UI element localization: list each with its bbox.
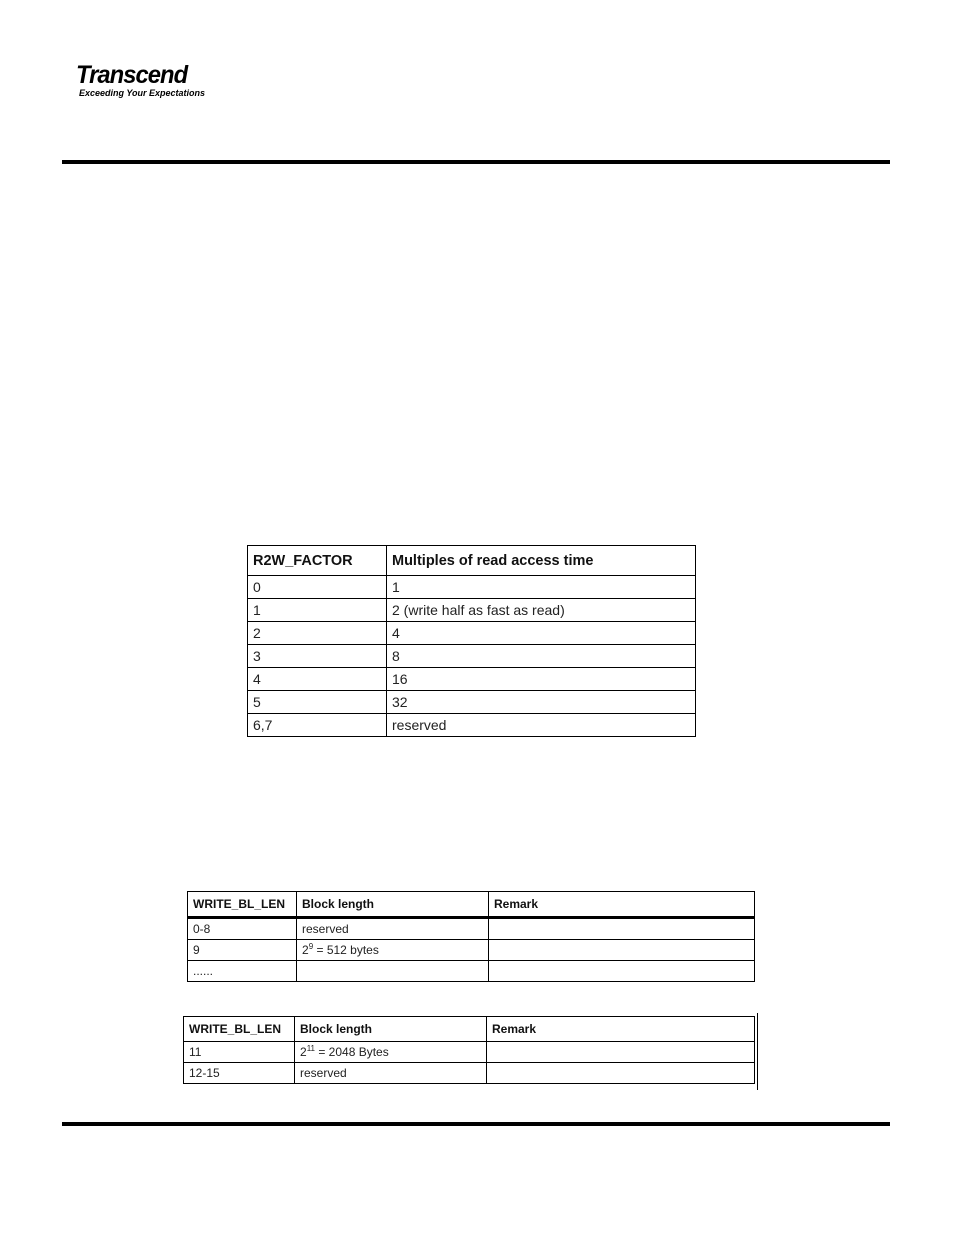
remark-cell (487, 1042, 755, 1063)
column-header: Block length (297, 892, 489, 918)
table-row (248, 576, 696, 599)
table-cell: 2 (248, 622, 387, 645)
brand-tagline: Exceeding Your Expectations (79, 88, 206, 98)
table-row (248, 668, 696, 691)
power-base: 2 (300, 1045, 307, 1059)
table-row (248, 622, 696, 645)
block-length-text: = 512 bytes (313, 943, 379, 957)
brand-name: Transcend (76, 61, 188, 89)
column-header: R2W_FACTOR (248, 546, 387, 576)
remark-cell (489, 961, 755, 982)
table-header-row (248, 546, 696, 576)
table-cell: 8 (387, 645, 696, 668)
block-length-text: = 2048 Bytes (315, 1045, 389, 1059)
remark-cell (489, 918, 755, 940)
table-cell: 3 (248, 645, 387, 668)
table-header-row (188, 892, 755, 918)
column-header: WRITE_BL_LEN (188, 892, 297, 918)
table-cell: 1 (248, 599, 387, 622)
table-side-border (757, 1013, 758, 1090)
block-length-cell (295, 1042, 487, 1063)
column-header: Remark (487, 1017, 755, 1042)
table-row (184, 1063, 755, 1084)
table-cell: 4 (248, 668, 387, 691)
column-header: WRITE_BL_LEN (184, 1017, 295, 1042)
column-header: Block length (295, 1017, 487, 1042)
table-cell: 5 (248, 691, 387, 714)
table-cell: 4 (387, 622, 696, 645)
block-length-cell (297, 918, 489, 940)
table-cell: ...... (188, 961, 297, 982)
table-row (188, 961, 755, 982)
table-cell: 0-8 (188, 918, 297, 940)
brand-logo (76, 62, 205, 98)
table-header-row (184, 1017, 755, 1042)
table-row (188, 918, 755, 940)
table-cell: 6,7 (248, 714, 387, 737)
table-row (248, 691, 696, 714)
footer-rule (62, 1122, 890, 1126)
table-cell: 16 (387, 668, 696, 691)
table-row (248, 714, 696, 737)
block-length-cell (297, 940, 489, 961)
power-base: 2 (302, 943, 309, 957)
table-cell: 1 (387, 576, 696, 599)
power-exponent: 11 (306, 1044, 315, 1053)
table-cell: 32 (387, 691, 696, 714)
write-bl-len-table-1 (187, 891, 755, 982)
remark-cell (489, 940, 755, 961)
column-header: Multiples of read access time (387, 546, 696, 576)
remark-cell (487, 1063, 755, 1084)
table-row (248, 645, 696, 668)
table-cell: 2 (write half as fast as read) (387, 599, 696, 622)
table-cell: 0 (248, 576, 387, 599)
table-row (188, 940, 755, 961)
table-row (248, 599, 696, 622)
table-cell: 9 (188, 940, 297, 961)
header-rule (62, 160, 890, 164)
block-length-cell (297, 961, 489, 982)
block-length-cell (295, 1063, 487, 1084)
table-cell: 11 (184, 1042, 295, 1063)
column-header: Remark (489, 892, 755, 918)
table-cell: 12-15 (184, 1063, 295, 1084)
r2w-factor-table (247, 545, 696, 737)
block-length-text: reserved (300, 1066, 347, 1080)
block-length-text: reserved (302, 922, 349, 936)
table-cell: reserved (387, 714, 696, 737)
table-row (184, 1042, 755, 1063)
write-bl-len-table-2 (183, 1016, 755, 1084)
power-exponent: 9 (308, 942, 314, 951)
